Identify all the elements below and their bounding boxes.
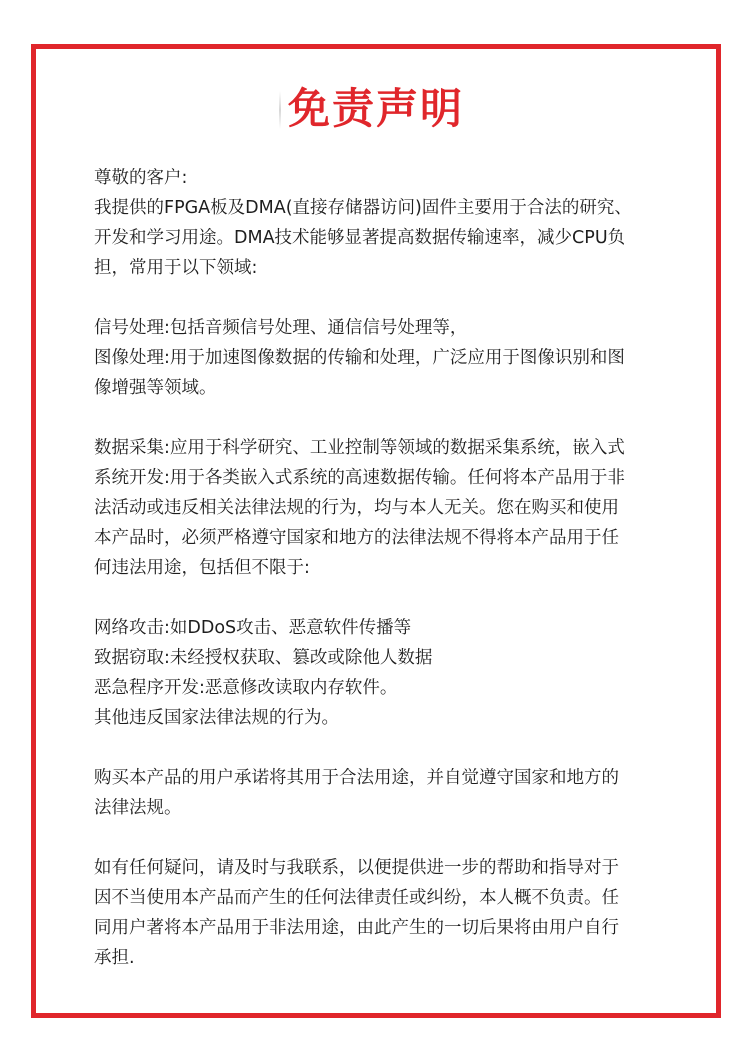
text-line: 网络攻击:如DDoS攻击、恶意软件传播等 [94, 618, 412, 638]
text-line: 恶急程序开发:恶意修改读取内存软件。 [94, 678, 398, 698]
text-line: 系统开发:用于各类嵌入式系统的高速数据传输。任何将本产品用于非 [94, 468, 625, 488]
text-line: 因不当使用本产品而产生的任何法律责任或纠纷，本人概不负责。任 [94, 888, 619, 908]
text-line: 致据窃取:未经授权获取、篡改或除他人数据 [94, 648, 433, 668]
text-line: 像增强等领域。 [94, 378, 217, 398]
text-line: 法律法规。 [94, 798, 182, 818]
text-line: 购买本产品的用户承诺将其用于合法用途，并自觉遵守国家和地方的 [94, 768, 619, 788]
text-line: 如有任何疑问，请及时与我联系，以便提供进一步的帮助和指导对于 [94, 858, 619, 878]
text-line: 尊敬的客户: [94, 168, 188, 188]
text-line: 何违法用途，包括但不限于: [94, 558, 310, 578]
paragraph-applications-2 [94, 433, 674, 583]
paragraph-greeting [94, 163, 674, 283]
page-title: 免责声明 [287, 84, 464, 133]
text-line: 担，常用于以下领域: [94, 258, 258, 278]
disclaimer-body [94, 163, 674, 973]
text-line: 其他违反国家法律法规的行为。 [94, 708, 339, 728]
paragraph-user-commitment [94, 763, 674, 823]
text-line: 开发和学习用途。DMA技术能够显著提高数据传输速率，减少CPU负 [94, 228, 626, 248]
disclaimer-frame [31, 44, 721, 1018]
text-line: 承担. [94, 948, 135, 968]
text-line: 我提供的FPGA板及DMA(直接存储器访问)固件主要用于合法的研究、 [94, 198, 632, 218]
text-line: 同用户著将本产品用于非法用途，由此产生的一切后果将由用户自行 [94, 918, 619, 938]
paragraph-prohibited-uses [94, 613, 674, 733]
text-line: 图像处理:用于加速图像数据的传输和处理，广泛应用于图像识别和图 [94, 348, 625, 368]
text-line: 法活动或违反相关法律法规的行为，均与本人无关。您在购买和使用 [94, 498, 619, 518]
text-line: 信号处理:包括音频信号处理、通信信号处理等， [94, 318, 468, 338]
paragraph-applications-1 [94, 313, 674, 403]
text-line: 数据采集:应用于科学研究、工业控制等领域的数据采集系统，嵌入式 [94, 438, 625, 458]
text-line: 本产品时，必须严格遵守国家和地方的法律法规不得将本产品用于任 [94, 528, 619, 548]
title-container [36, 83, 716, 135]
paragraph-contact-liability [94, 853, 674, 973]
